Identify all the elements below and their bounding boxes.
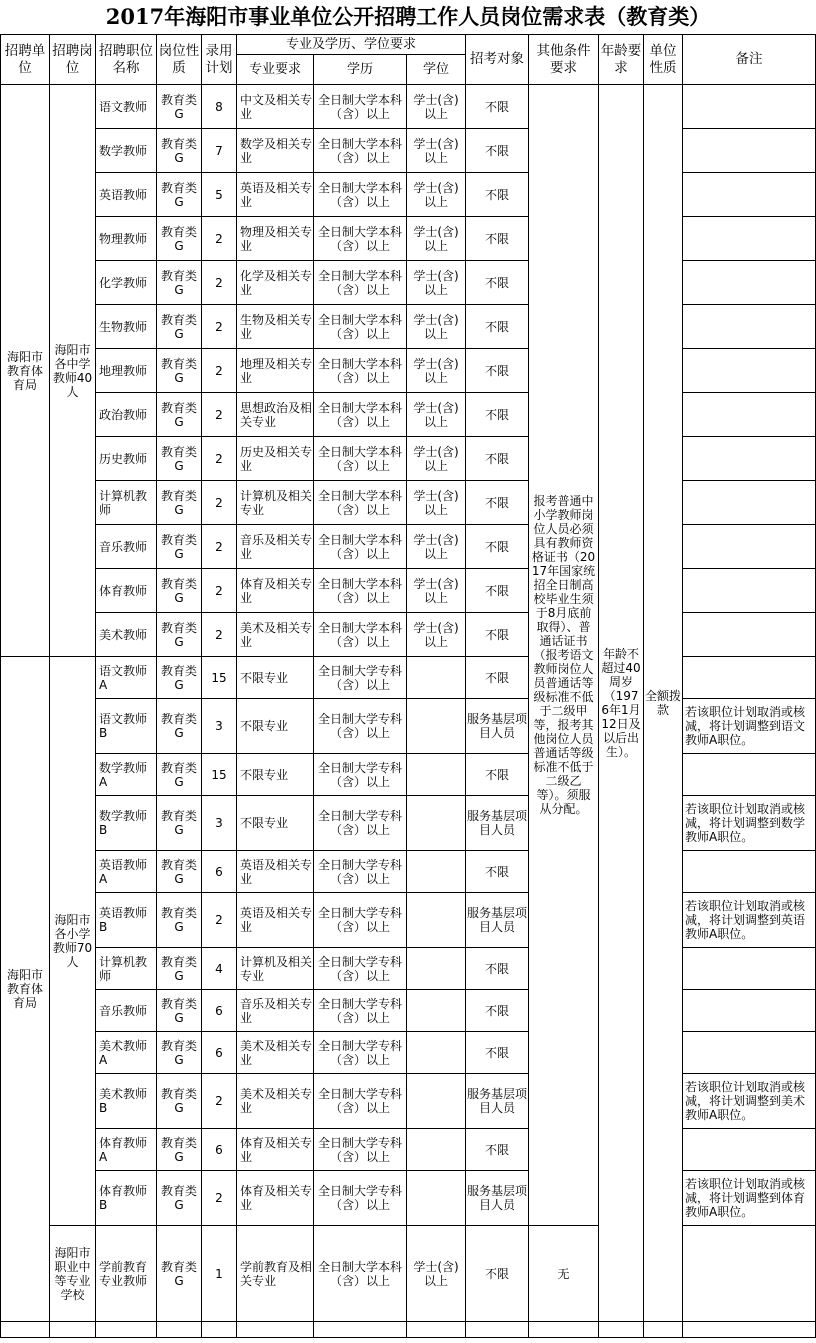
post-name-cell: 英语教师 [96, 173, 157, 217]
post-name-cell: 计算机教师 [96, 948, 157, 990]
degree-cell [407, 851, 466, 893]
education-cell: 全日制大学专科（含）以上 [314, 1032, 407, 1074]
table-row-blank [1, 1322, 816, 1338]
plan-cell: 3 [202, 796, 237, 851]
post-name-cell: 数学教师B [96, 796, 157, 851]
nature-cell: 教育类G [157, 699, 202, 754]
education-cell: 全日制大学本科（含）以上 [314, 569, 407, 613]
major-cell: 化学及相关专业 [237, 261, 314, 305]
header-age: 年龄要求 [599, 35, 644, 85]
header-other: 其他条件要求 [529, 35, 599, 85]
plan-cell: 2 [202, 613, 237, 657]
remark-cell: 若该职位计划取消或核减，将计划调整到美术教师A职位。 [683, 1074, 816, 1129]
remark-cell [683, 305, 816, 349]
education-cell: 全日制大学本科（含）以上 [314, 173, 407, 217]
post-cell: 海阳市职业中等专业学校 [50, 1226, 96, 1322]
target-cell: 服务基层项目人员 [466, 796, 529, 851]
blank-cell [202, 1322, 237, 1338]
major-cell: 体育及相关专业 [237, 1171, 314, 1226]
plan-cell: 2 [202, 525, 237, 569]
blank-cell [50, 1322, 96, 1338]
post-name-cell: 体育教师 [96, 569, 157, 613]
education-cell: 全日制大学本科（含）以上 [314, 85, 407, 129]
target-cell: 不限 [466, 349, 529, 393]
header-post: 招聘岗位 [50, 35, 96, 85]
remark-cell [683, 1032, 816, 1074]
target-cell: 服务基层项目人员 [466, 1171, 529, 1226]
nature-cell: 教育类G [157, 1171, 202, 1226]
major-cell: 物理及相关专业 [237, 217, 314, 261]
education-cell: 全日制大学专科（含）以上 [314, 893, 407, 948]
education-cell: 全日制大学本科（含）以上 [314, 349, 407, 393]
nature-cell: 教育类G [157, 349, 202, 393]
remark-cell [683, 261, 816, 305]
nature-cell: 教育类G [157, 1129, 202, 1171]
education-cell: 全日制大学本科（含）以上 [314, 393, 407, 437]
table-row [1, 261, 816, 305]
education-cell: 全日制大学专科（含）以上 [314, 796, 407, 851]
post-name-cell: 地理教师 [96, 349, 157, 393]
education-cell: 全日制大学专科（含）以上 [314, 699, 407, 754]
plan-cell: 6 [202, 1032, 237, 1074]
post-name-cell: 英语教师B [96, 893, 157, 948]
degree-cell [407, 1032, 466, 1074]
nature-cell: 教育类G [157, 437, 202, 481]
major-cell: 音乐及相关专业 [237, 990, 314, 1032]
other-requirements-cell: 无 [529, 1226, 599, 1322]
degree-cell: 学士(含)以上 [407, 481, 466, 525]
remark-cell [683, 569, 816, 613]
target-cell: 不限 [466, 851, 529, 893]
plan-cell: 6 [202, 990, 237, 1032]
major-cell: 体育及相关专业 [237, 569, 314, 613]
major-cell: 计算机及相关专业 [237, 481, 314, 525]
nature-cell: 教育类G [157, 261, 202, 305]
degree-cell [407, 699, 466, 754]
nature-cell: 教育类G [157, 1226, 202, 1322]
plan-cell: 2 [202, 569, 237, 613]
major-cell: 不限专业 [237, 754, 314, 796]
table-row [1, 173, 816, 217]
plan-cell: 2 [202, 217, 237, 261]
nature-cell: 教育类G [157, 217, 202, 261]
target-cell: 不限 [466, 129, 529, 173]
target-cell: 不限 [466, 173, 529, 217]
target-cell: 不限 [466, 393, 529, 437]
target-cell: 服务基层项目人员 [466, 1074, 529, 1129]
education-cell: 全日制大学专科（含）以上 [314, 990, 407, 1032]
other-requirements-cell: 报考普通中小学教师岗位人员必须具有教师资格证书（2017年国家统招全日制高校毕业生须于8月底前取得）、普通话证书（报考语文教师岗位人员普通话等级标准不低于二级甲等，报考其他岗位人员普通话等级标准不低于二级乙等）。须服从分配。 [529, 85, 599, 1226]
remark-cell [683, 217, 816, 261]
major-cell: 不限专业 [237, 657, 314, 699]
post-name-cell: 语文教师A [96, 657, 157, 699]
education-cell: 全日制大学专科（含）以上 [314, 754, 407, 796]
degree-cell [407, 754, 466, 796]
degree-cell: 学士(含)以上 [407, 129, 466, 173]
post-name-cell: 历史教师 [96, 437, 157, 481]
remark-cell [683, 393, 816, 437]
table-row [1, 305, 816, 349]
degree-cell: 学士(含)以上 [407, 305, 466, 349]
table-row [1, 85, 816, 129]
blank-cell [407, 1322, 466, 1338]
nature-cell: 教育类G [157, 481, 202, 525]
target-cell: 不限 [466, 525, 529, 569]
remark-cell [683, 657, 816, 699]
degree-cell [407, 1074, 466, 1129]
education-cell: 全日制大学专科（含）以上 [314, 851, 407, 893]
target-cell: 服务基层项目人员 [466, 699, 529, 754]
blank-cell [157, 1322, 202, 1338]
post-name-cell: 体育教师B [96, 1171, 157, 1226]
post-name-cell: 美术教师B [96, 1074, 157, 1129]
blank-cell [1, 1322, 50, 1338]
education-cell: 全日制大学本科（含）以上 [314, 437, 407, 481]
major-cell: 不限专业 [237, 699, 314, 754]
major-cell: 体育及相关专业 [237, 1129, 314, 1171]
post-name-cell: 数学教师A [96, 754, 157, 796]
remark-cell [683, 173, 816, 217]
plan-cell: 7 [202, 129, 237, 173]
remark-cell [683, 437, 816, 481]
nature-cell: 教育类G [157, 657, 202, 699]
remark-cell [683, 525, 816, 569]
age-requirement-cell: 年龄不超过40周岁（1976年1月12日及以后出生）。 [599, 85, 644, 1322]
blank-cell [599, 1322, 644, 1338]
table-row [1, 393, 816, 437]
major-cell: 数学及相关专业 [237, 129, 314, 173]
plan-cell: 5 [202, 173, 237, 217]
plan-cell: 15 [202, 754, 237, 796]
table-row [1, 569, 816, 613]
nature-cell: 教育类G [157, 893, 202, 948]
post-name-cell: 政治教师 [96, 393, 157, 437]
education-cell: 全日制大学专科（含）以上 [314, 1171, 407, 1226]
education-cell: 全日制大学本科（含）以上 [314, 261, 407, 305]
degree-cell [407, 657, 466, 699]
remark-cell: 若该职位计划取消或核减，将计划调整到英语教师A职位。 [683, 893, 816, 948]
table-row [1, 1171, 816, 1226]
header-plan: 录用计划 [202, 35, 237, 85]
nature-cell: 教育类G [157, 796, 202, 851]
header-unit-nature: 单位性质 [644, 35, 683, 85]
remark-cell [683, 481, 816, 525]
unit-cell: 海阳市教育体育局 [1, 85, 50, 657]
nature-cell: 教育类G [157, 85, 202, 129]
target-cell: 服务基层项目人员 [466, 893, 529, 948]
page-title: 2017年海阳市事业单位公开招聘工作人员岗位需求表（教育类） [105, 4, 711, 29]
education-cell: 全日制大学专科（含）以上 [314, 1129, 407, 1171]
target-cell: 不限 [466, 990, 529, 1032]
major-cell: 中文及相关专业 [237, 85, 314, 129]
table-row [1, 657, 816, 699]
education-cell: 全日制大学专科（含）以上 [314, 657, 407, 699]
remark-cell [683, 990, 816, 1032]
header-degree: 学位 [407, 55, 466, 85]
education-cell: 全日制大学专科（含）以上 [314, 948, 407, 990]
plan-cell: 2 [202, 893, 237, 948]
degree-cell: 学士(含)以上 [407, 349, 466, 393]
plan-cell: 2 [202, 1171, 237, 1226]
remark-cell [683, 1129, 816, 1171]
target-cell: 不限 [466, 261, 529, 305]
remark-cell [683, 1226, 816, 1322]
plan-cell: 2 [202, 349, 237, 393]
nature-cell: 教育类G [157, 1074, 202, 1129]
education-cell: 全日制大学本科（含）以上 [314, 613, 407, 657]
target-cell: 不限 [466, 657, 529, 699]
table-row [1, 217, 816, 261]
degree-cell [407, 948, 466, 990]
target-cell: 不限 [466, 217, 529, 261]
nature-cell: 教育类G [157, 613, 202, 657]
post-name-cell: 美术教师 [96, 613, 157, 657]
table-row [1, 893, 816, 948]
post-name-cell: 化学教师 [96, 261, 157, 305]
remark-cell [683, 85, 816, 129]
remark-cell: 若该职位计划取消或核减，将计划调整到体育教师A职位。 [683, 1171, 816, 1226]
post-cell: 海阳市各中学教师40人 [50, 85, 96, 657]
degree-cell: 学士(含)以上 [407, 1226, 466, 1322]
nature-cell: 教育类G [157, 851, 202, 893]
post-name-cell: 计算机教师 [96, 481, 157, 525]
remark-cell [683, 754, 816, 796]
blank-cell [96, 1322, 157, 1338]
table-row [1, 349, 816, 393]
plan-cell: 2 [202, 437, 237, 481]
table-row [1, 699, 816, 754]
nature-cell: 教育类G [157, 393, 202, 437]
education-cell: 全日制大学本科（含）以上 [314, 129, 407, 173]
degree-cell [407, 893, 466, 948]
degree-cell: 学士(含)以上 [407, 437, 466, 481]
post-name-cell: 物理教师 [96, 217, 157, 261]
post-name-cell: 美术教师A [96, 1032, 157, 1074]
target-cell: 不限 [466, 1032, 529, 1074]
education-cell: 全日制大学专科（含）以上 [314, 1074, 407, 1129]
plan-cell: 8 [202, 85, 237, 129]
header-major: 专业要求 [237, 55, 314, 85]
major-cell: 美术及相关专业 [237, 1074, 314, 1129]
target-cell: 不限 [466, 481, 529, 525]
recruitment-table [0, 34, 816, 1338]
remark-cell [683, 349, 816, 393]
major-cell: 地理及相关专业 [237, 349, 314, 393]
plan-cell: 6 [202, 851, 237, 893]
degree-cell: 学士(含)以上 [407, 261, 466, 305]
education-cell: 全日制大学本科（含）以上 [314, 305, 407, 349]
education-cell: 全日制大学本科（含）以上 [314, 525, 407, 569]
post-name-cell: 语文教师B [96, 699, 157, 754]
header-target: 招考对象 [466, 35, 529, 85]
target-cell: 不限 [466, 1226, 529, 1322]
major-cell: 美术及相关专业 [237, 613, 314, 657]
remark-cell: 若该职位计划取消或核减，将计划调整到数学教师A职位。 [683, 796, 816, 851]
table-row [1, 990, 816, 1032]
degree-cell: 学士(含)以上 [407, 525, 466, 569]
table-row [1, 948, 816, 990]
table-row [1, 754, 816, 796]
nature-cell: 教育类G [157, 1032, 202, 1074]
target-cell: 不限 [466, 948, 529, 990]
unit-nature-cell: 全额拨款 [644, 85, 683, 1322]
remark-cell: 若该职位计划取消或核减，将计划调整到语文教师A职位。 [683, 699, 816, 754]
remark-cell [683, 851, 816, 893]
blank-cell [683, 1322, 816, 1338]
table-row [1, 481, 816, 525]
nature-cell: 教育类G [157, 948, 202, 990]
target-cell: 不限 [466, 754, 529, 796]
nature-cell: 教育类G [157, 990, 202, 1032]
table-row [1, 129, 816, 173]
header-nature: 岗位性质 [157, 35, 202, 85]
degree-cell [407, 1171, 466, 1226]
degree-cell: 学士(含)以上 [407, 173, 466, 217]
degree-cell: 学士(含)以上 [407, 393, 466, 437]
degree-cell: 学士(含)以上 [407, 569, 466, 613]
major-cell: 英语及相关专业 [237, 851, 314, 893]
post-name-cell: 英语教师A [96, 851, 157, 893]
nature-cell: 教育类G [157, 173, 202, 217]
header-major-edu-group: 专业及学历、学位要求 [237, 35, 466, 55]
blank-cell [529, 1322, 599, 1338]
major-cell: 不限专业 [237, 796, 314, 851]
header-post-name: 招聘职位名称 [96, 35, 157, 85]
nature-cell: 教育类G [157, 525, 202, 569]
target-cell: 不限 [466, 85, 529, 129]
plan-cell: 2 [202, 305, 237, 349]
plan-cell: 1 [202, 1226, 237, 1322]
plan-cell: 2 [202, 393, 237, 437]
unit-cell: 海阳市教育体育局 [1, 657, 50, 1322]
blank-cell [644, 1322, 683, 1338]
major-cell: 思想政治及相关专业 [237, 393, 314, 437]
degree-cell: 学士(含)以上 [407, 613, 466, 657]
table-row [1, 525, 816, 569]
header-education: 学历 [314, 55, 407, 85]
target-cell: 不限 [466, 305, 529, 349]
education-cell: 全日制大学本科（含）以上 [314, 481, 407, 525]
nature-cell: 教育类G [157, 569, 202, 613]
degree-cell [407, 1129, 466, 1171]
table-row [1, 1226, 816, 1322]
education-cell: 全日制大学本科（含）以上 [314, 1226, 407, 1322]
target-cell: 不限 [466, 569, 529, 613]
degree-cell [407, 990, 466, 1032]
target-cell: 不限 [466, 613, 529, 657]
remark-cell [683, 129, 816, 173]
post-name-cell: 数学教师 [96, 129, 157, 173]
major-cell: 计算机及相关专业 [237, 948, 314, 990]
major-cell: 生物及相关专业 [237, 305, 314, 349]
degree-cell: 学士(含)以上 [407, 217, 466, 261]
nature-cell: 教育类G [157, 754, 202, 796]
post-name-cell: 语文教师 [96, 85, 157, 129]
plan-cell: 4 [202, 948, 237, 990]
plan-cell: 3 [202, 699, 237, 754]
post-cell: 海阳市各小学教师70人 [50, 657, 96, 1226]
major-cell: 历史及相关专业 [237, 437, 314, 481]
plan-cell: 2 [202, 261, 237, 305]
plan-cell: 2 [202, 481, 237, 525]
table-row [1, 1074, 816, 1129]
target-cell: 不限 [466, 1129, 529, 1171]
table-row [1, 437, 816, 481]
table-row [1, 851, 816, 893]
post-name-cell: 学前教育专业教师 [96, 1226, 157, 1322]
post-name-cell: 体育教师A [96, 1129, 157, 1171]
major-cell: 音乐及相关专业 [237, 525, 314, 569]
major-cell: 美术及相关专业 [237, 1032, 314, 1074]
blank-cell [466, 1322, 529, 1338]
header-unit: 招聘单位 [1, 35, 50, 85]
degree-cell [407, 796, 466, 851]
remark-cell [683, 948, 816, 990]
nature-cell: 教育类G [157, 129, 202, 173]
remark-cell [683, 613, 816, 657]
major-cell: 学前教育及相关专业 [237, 1226, 314, 1322]
major-cell: 英语及相关专业 [237, 173, 314, 217]
plan-cell: 6 [202, 1129, 237, 1171]
table-row [1, 1129, 816, 1171]
blank-cell [237, 1322, 314, 1338]
target-cell: 不限 [466, 437, 529, 481]
post-name-cell: 生物教师 [96, 305, 157, 349]
plan-cell: 2 [202, 1074, 237, 1129]
education-cell: 全日制大学本科（含）以上 [314, 217, 407, 261]
table-row [1, 796, 816, 851]
post-name-cell: 音乐教师 [96, 990, 157, 1032]
table-row [1, 613, 816, 657]
plan-cell: 15 [202, 657, 237, 699]
table-row [1, 1032, 816, 1074]
major-cell: 英语及相关专业 [237, 893, 314, 948]
post-name-cell: 音乐教师 [96, 525, 157, 569]
header-remark: 备注 [683, 35, 816, 85]
nature-cell: 教育类G [157, 305, 202, 349]
degree-cell: 学士(含)以上 [407, 85, 466, 129]
blank-cell [314, 1322, 407, 1338]
